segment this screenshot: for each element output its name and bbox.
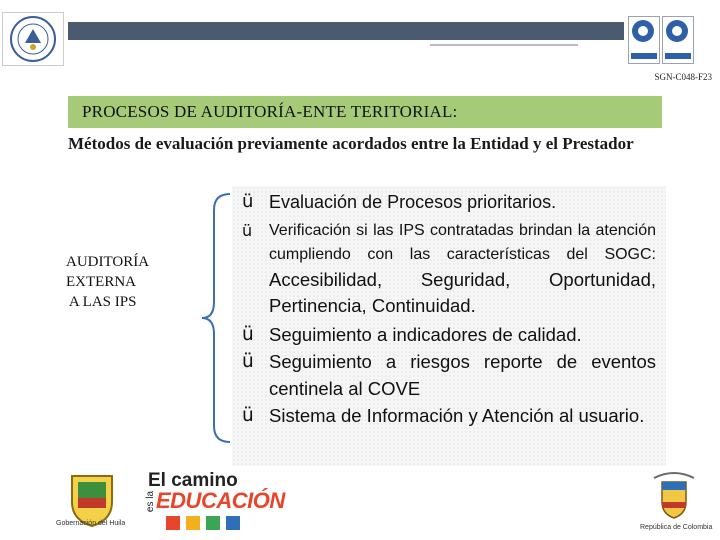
- checkmark-icon: ü: [242, 323, 254, 345]
- list-item: [242, 321, 656, 348]
- list-item: [242, 348, 656, 402]
- list-item-text: Evaluación de Procesos prioritarios.: [269, 192, 557, 212]
- list-item-text: Sistema de Información y Atención al usuario.: [269, 404, 645, 426]
- campaign-icon-row: [166, 516, 242, 535]
- curly-brace-icon: [200, 190, 234, 446]
- audit-label-line-1: AUDITORÍA: [66, 254, 150, 270]
- footer-logos: [52, 466, 720, 540]
- quality-certification-logos: [624, 12, 720, 66]
- campaign-main-text: EDUCACIÓN: [156, 488, 285, 513]
- list-item-text-continued: Accesibilidad, Seguridad, Oportunidad, Pertinencia, Continuidad.: [269, 268, 656, 317]
- campaign-top-text: El camino: [148, 470, 238, 491]
- campaign-vertical-text: es la: [145, 490, 157, 513]
- gobernacion-label: Gobernación del Huila: [56, 520, 126, 527]
- audit-label-line-2: EXTERNA: [66, 274, 136, 290]
- checkmark-icon: ü: [242, 350, 254, 372]
- checkmark-icon: ü: [242, 404, 254, 426]
- iqnet-certification-icon: [662, 16, 694, 64]
- campaign-icon: [226, 516, 240, 530]
- page-title: PROCESOS DE AUDITORÍA-ENTE TERITORIAL:: [82, 102, 458, 121]
- iso-certification-icon: [628, 16, 660, 64]
- campaign-icon: [206, 516, 220, 530]
- checkmark-icon: ü: [242, 191, 254, 212]
- institution-seal-logo: [2, 12, 64, 66]
- campaign-logo: [145, 470, 285, 534]
- document-code: SGN-C048-F23: [654, 72, 712, 82]
- list-item-text: Verificación si las IPS contratadas brindan la atención cumpliendo con las características del SOGC:: [269, 221, 656, 264]
- header-bar: [68, 22, 720, 40]
- list-item-text: Seguimiento a indicadores de calidad.: [269, 323, 582, 345]
- colombia-coat-of-arms-icon: [646, 468, 702, 524]
- list-item: [242, 190, 656, 215]
- list-item: [242, 219, 656, 321]
- criteria-list: [242, 190, 656, 429]
- page-subtitle: Métodos de evaluación previamente acordados entre la Entidad y el Prestador: [68, 134, 634, 153]
- list-item-text: Seguimiento a riesgos reporte de eventos centinela al COVE: [269, 350, 656, 399]
- checkmark-icon: ü: [242, 220, 253, 240]
- campaign-icon: [166, 516, 180, 530]
- campaign-icon: [186, 516, 200, 530]
- republica-label: República de Colombia: [640, 524, 713, 531]
- audit-label-line-3: A LAS IPS: [66, 294, 137, 310]
- header-divider: [430, 44, 578, 46]
- audit-type-label: [66, 252, 149, 312]
- list-item: [242, 402, 656, 429]
